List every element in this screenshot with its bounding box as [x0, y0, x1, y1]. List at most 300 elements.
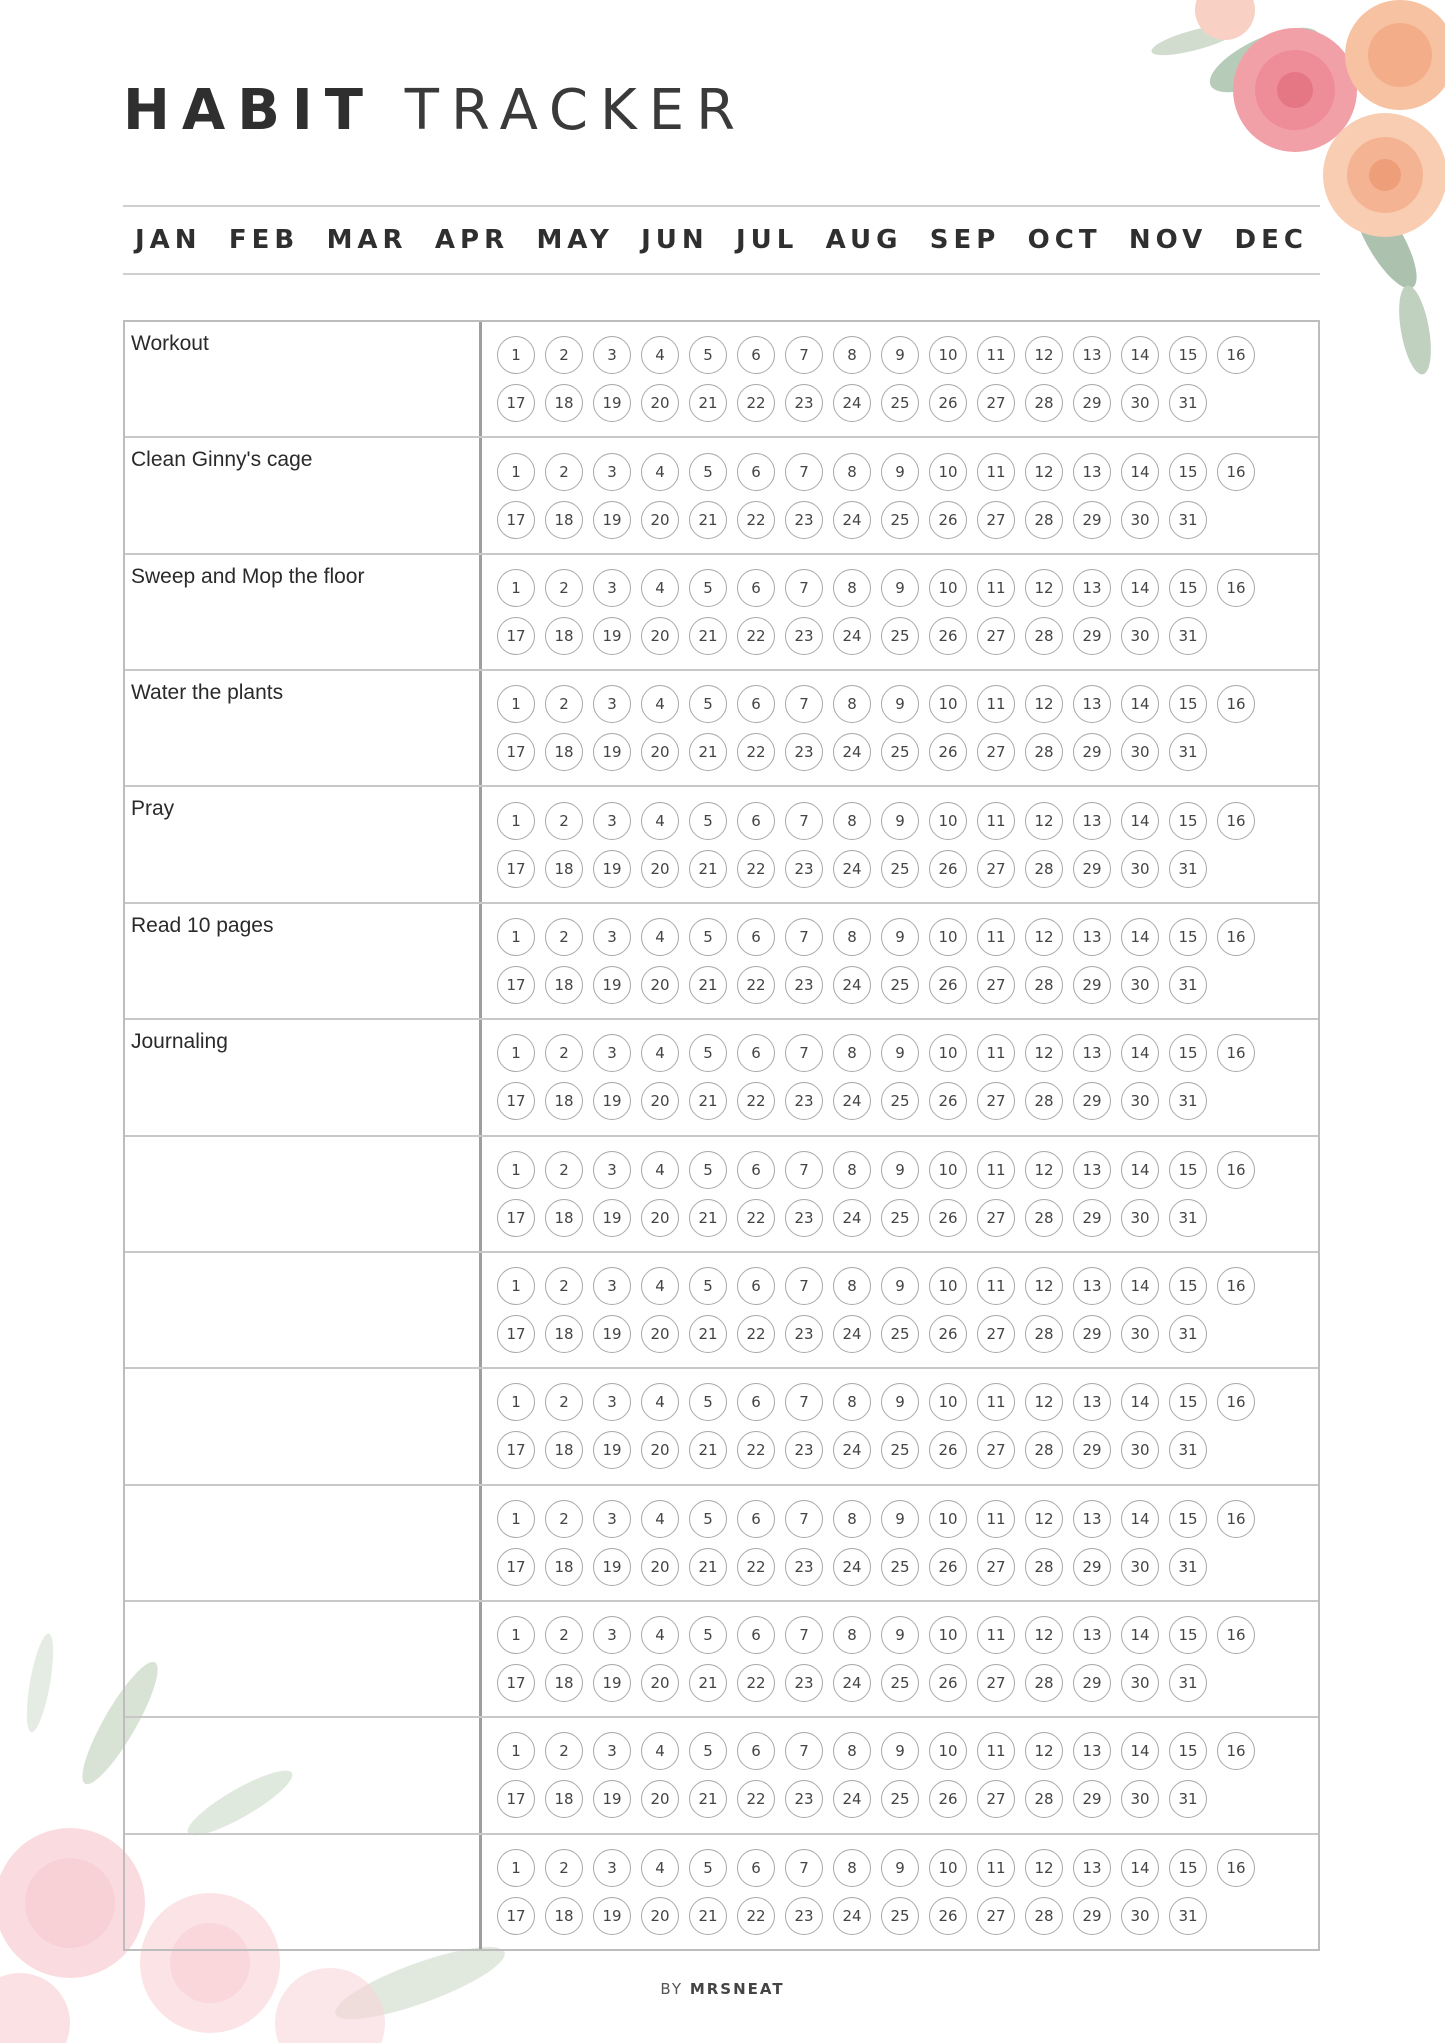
day-circle[interactable]: 2 [545, 1151, 583, 1189]
day-circle[interactable]: 12 [1025, 918, 1063, 956]
day-circle[interactable]: 14 [1121, 1616, 1159, 1654]
day-circle[interactable]: 10 [929, 453, 967, 491]
day-circle[interactable]: 8 [833, 685, 871, 723]
day-circle[interactable]: 23 [785, 501, 823, 539]
day-circle[interactable]: 16 [1217, 1151, 1255, 1189]
day-circle[interactable]: 1 [497, 1732, 535, 1770]
day-circle[interactable]: 3 [593, 1267, 631, 1305]
day-circle[interactable]: 27 [977, 1548, 1015, 1586]
day-circle[interactable]: 15 [1169, 802, 1207, 840]
day-circle[interactable]: 28 [1025, 1199, 1063, 1237]
day-circle[interactable]: 4 [641, 1151, 679, 1189]
day-circle[interactable]: 28 [1025, 1082, 1063, 1120]
day-circle[interactable]: 22 [737, 1664, 775, 1702]
day-circle[interactable]: 9 [881, 336, 919, 374]
month-nov[interactable]: NOV [1128, 225, 1208, 255]
month-dec[interactable]: DEC [1234, 225, 1308, 255]
day-circle[interactable]: 6 [737, 685, 775, 723]
habit-name-cell[interactable] [125, 787, 482, 901]
day-circle[interactable]: 1 [497, 1616, 535, 1654]
day-circle[interactable]: 28 [1025, 617, 1063, 655]
day-circle[interactable]: 7 [785, 802, 823, 840]
day-circle[interactable]: 6 [737, 453, 775, 491]
day-circle[interactable]: 18 [545, 1780, 583, 1818]
day-circle[interactable]: 30 [1121, 966, 1159, 1004]
habit-name-cell[interactable] [125, 1369, 482, 1483]
day-circle[interactable]: 30 [1121, 850, 1159, 888]
day-circle[interactable]: 11 [977, 918, 1015, 956]
day-circle[interactable]: 5 [689, 1383, 727, 1421]
day-circle[interactable]: 25 [881, 1780, 919, 1818]
day-circle[interactable]: 30 [1121, 1199, 1159, 1237]
day-circle[interactable]: 7 [785, 685, 823, 723]
day-circle[interactable]: 22 [737, 1548, 775, 1586]
day-circle[interactable]: 26 [929, 1082, 967, 1120]
day-circle[interactable]: 30 [1121, 1548, 1159, 1586]
day-circle[interactable]: 21 [689, 966, 727, 1004]
day-circle[interactable]: 16 [1217, 1034, 1255, 1072]
day-circle[interactable]: 21 [689, 617, 727, 655]
day-circle[interactable]: 31 [1169, 1315, 1207, 1353]
day-circle[interactable]: 21 [689, 1780, 727, 1818]
day-circle[interactable]: 16 [1217, 802, 1255, 840]
day-circle[interactable]: 7 [785, 1500, 823, 1538]
day-circle[interactable]: 6 [737, 1151, 775, 1189]
day-circle[interactable]: 14 [1121, 1383, 1159, 1421]
day-circle[interactable]: 29 [1073, 966, 1111, 1004]
habit-name-cell[interactable] [125, 1718, 482, 1832]
day-circle[interactable]: 9 [881, 1732, 919, 1770]
day-circle[interactable]: 6 [737, 918, 775, 956]
day-circle[interactable]: 12 [1025, 453, 1063, 491]
month-jul[interactable]: JUL [735, 225, 799, 255]
day-circle[interactable]: 1 [497, 1151, 535, 1189]
day-circle[interactable]: 19 [593, 1548, 631, 1586]
day-circle[interactable]: 25 [881, 501, 919, 539]
day-circle[interactable]: 7 [785, 1151, 823, 1189]
day-circle[interactable]: 23 [785, 1664, 823, 1702]
day-circle[interactable]: 29 [1073, 1082, 1111, 1120]
day-circle[interactable]: 21 [689, 1315, 727, 1353]
day-circle[interactable]: 8 [833, 918, 871, 956]
day-circle[interactable]: 29 [1073, 850, 1111, 888]
day-circle[interactable]: 17 [497, 617, 535, 655]
day-circle[interactable]: 9 [881, 453, 919, 491]
day-circle[interactable]: 11 [977, 1732, 1015, 1770]
day-circle[interactable]: 4 [641, 1732, 679, 1770]
day-circle[interactable]: 14 [1121, 1849, 1159, 1887]
day-circle[interactable]: 15 [1169, 918, 1207, 956]
day-circle[interactable]: 30 [1121, 1780, 1159, 1818]
day-circle[interactable]: 20 [641, 966, 679, 1004]
day-circle[interactable]: 30 [1121, 1431, 1159, 1469]
day-circle[interactable]: 8 [833, 1034, 871, 1072]
day-circle[interactable]: 20 [641, 1548, 679, 1586]
day-circle[interactable]: 30 [1121, 733, 1159, 771]
day-circle[interactable]: 11 [977, 1849, 1015, 1887]
day-circle[interactable]: 9 [881, 1151, 919, 1189]
day-circle[interactable]: 28 [1025, 501, 1063, 539]
day-circle[interactable]: 22 [737, 733, 775, 771]
day-circle[interactable]: 11 [977, 453, 1015, 491]
day-circle[interactable]: 7 [785, 336, 823, 374]
day-circle[interactable]: 29 [1073, 501, 1111, 539]
day-circle[interactable]: 20 [641, 1897, 679, 1935]
day-circle[interactable]: 23 [785, 1897, 823, 1935]
day-circle[interactable]: 24 [833, 1780, 871, 1818]
day-circle[interactable]: 27 [977, 850, 1015, 888]
day-circle[interactable]: 11 [977, 1267, 1015, 1305]
day-circle[interactable]: 10 [929, 1151, 967, 1189]
day-circle[interactable]: 13 [1073, 1732, 1111, 1770]
day-circle[interactable]: 12 [1025, 685, 1063, 723]
day-circle[interactable]: 18 [545, 384, 583, 422]
day-circle[interactable]: 25 [881, 1548, 919, 1586]
day-circle[interactable]: 17 [497, 733, 535, 771]
day-circle[interactable]: 15 [1169, 685, 1207, 723]
day-circle[interactable]: 4 [641, 1383, 679, 1421]
habit-name-cell[interactable] [125, 1253, 482, 1367]
day-circle[interactable]: 10 [929, 336, 967, 374]
day-circle[interactable]: 12 [1025, 1267, 1063, 1305]
day-circle[interactable]: 9 [881, 802, 919, 840]
day-circle[interactable]: 5 [689, 918, 727, 956]
day-circle[interactable]: 2 [545, 453, 583, 491]
day-circle[interactable]: 18 [545, 1897, 583, 1935]
day-circle[interactable]: 7 [785, 453, 823, 491]
day-circle[interactable]: 25 [881, 733, 919, 771]
day-circle[interactable]: 28 [1025, 384, 1063, 422]
day-circle[interactable]: 22 [737, 850, 775, 888]
day-circle[interactable]: 1 [497, 1034, 535, 1072]
day-circle[interactable]: 9 [881, 1383, 919, 1421]
day-circle[interactable]: 7 [785, 1616, 823, 1654]
day-circle[interactable]: 26 [929, 384, 967, 422]
day-circle[interactable]: 15 [1169, 569, 1207, 607]
day-circle[interactable]: 5 [689, 1267, 727, 1305]
day-circle[interactable]: 10 [929, 1383, 967, 1421]
day-circle[interactable]: 17 [497, 1664, 535, 1702]
day-circle[interactable]: 14 [1121, 569, 1159, 607]
day-circle[interactable]: 10 [929, 1616, 967, 1654]
day-circle[interactable]: 15 [1169, 1732, 1207, 1770]
day-circle[interactable]: 15 [1169, 336, 1207, 374]
day-circle[interactable]: 2 [545, 1732, 583, 1770]
day-circle[interactable]: 15 [1169, 1616, 1207, 1654]
day-circle[interactable]: 24 [833, 501, 871, 539]
day-circle[interactable]: 16 [1217, 1383, 1255, 1421]
day-circle[interactable]: 25 [881, 966, 919, 1004]
day-circle[interactable]: 24 [833, 617, 871, 655]
day-circle[interactable]: 10 [929, 1500, 967, 1538]
day-circle[interactable]: 17 [497, 501, 535, 539]
day-circle[interactable]: 31 [1169, 850, 1207, 888]
day-circle[interactable]: 11 [977, 802, 1015, 840]
day-circle[interactable]: 3 [593, 685, 631, 723]
day-circle[interactable]: 29 [1073, 1548, 1111, 1586]
day-circle[interactable]: 13 [1073, 1267, 1111, 1305]
day-circle[interactable]: 27 [977, 617, 1015, 655]
day-circle[interactable]: 24 [833, 1315, 871, 1353]
day-circle[interactable]: 12 [1025, 1500, 1063, 1538]
day-circle[interactable]: 16 [1217, 1616, 1255, 1654]
day-circle[interactable]: 31 [1169, 1199, 1207, 1237]
day-circle[interactable]: 14 [1121, 453, 1159, 491]
day-circle[interactable]: 20 [641, 733, 679, 771]
day-circle[interactable]: 26 [929, 966, 967, 1004]
day-circle[interactable]: 21 [689, 1199, 727, 1237]
day-circle[interactable]: 7 [785, 1849, 823, 1887]
day-circle[interactable]: 14 [1121, 1151, 1159, 1189]
day-circle[interactable]: 19 [593, 1897, 631, 1935]
day-circle[interactable]: 8 [833, 569, 871, 607]
day-circle[interactable]: 11 [977, 336, 1015, 374]
day-circle[interactable]: 4 [641, 569, 679, 607]
day-circle[interactable]: 26 [929, 617, 967, 655]
day-circle[interactable]: 30 [1121, 1664, 1159, 1702]
day-circle[interactable]: 4 [641, 336, 679, 374]
day-circle[interactable]: 10 [929, 569, 967, 607]
day-circle[interactable]: 19 [593, 617, 631, 655]
day-circle[interactable]: 10 [929, 1849, 967, 1887]
day-circle[interactable]: 8 [833, 1267, 871, 1305]
day-circle[interactable]: 16 [1217, 453, 1255, 491]
day-circle[interactable]: 19 [593, 1664, 631, 1702]
day-circle[interactable]: 17 [497, 1780, 535, 1818]
day-circle[interactable]: 5 [689, 1500, 727, 1538]
day-circle[interactable]: 3 [593, 802, 631, 840]
day-circle[interactable]: 18 [545, 966, 583, 1004]
day-circle[interactable]: 19 [593, 501, 631, 539]
day-circle[interactable]: 1 [497, 802, 535, 840]
day-circle[interactable]: 17 [497, 384, 535, 422]
day-circle[interactable]: 13 [1073, 453, 1111, 491]
day-circle[interactable]: 1 [497, 1267, 535, 1305]
day-circle[interactable]: 26 [929, 1780, 967, 1818]
day-circle[interactable]: 15 [1169, 1034, 1207, 1072]
day-circle[interactable]: 29 [1073, 1664, 1111, 1702]
day-circle[interactable]: 3 [593, 336, 631, 374]
day-circle[interactable]: 19 [593, 1780, 631, 1818]
day-circle[interactable]: 9 [881, 1267, 919, 1305]
day-circle[interactable]: 22 [737, 501, 775, 539]
day-circle[interactable]: 7 [785, 1267, 823, 1305]
day-circle[interactable]: 26 [929, 501, 967, 539]
day-circle[interactable]: 4 [641, 453, 679, 491]
day-circle[interactable]: 26 [929, 1315, 967, 1353]
day-circle[interactable]: 8 [833, 802, 871, 840]
day-circle[interactable]: 21 [689, 1664, 727, 1702]
habit-name-cell[interactable] [125, 904, 482, 1018]
day-circle[interactable]: 23 [785, 617, 823, 655]
day-circle[interactable]: 3 [593, 569, 631, 607]
day-circle[interactable]: 1 [497, 1383, 535, 1421]
day-circle[interactable]: 18 [545, 617, 583, 655]
day-circle[interactable]: 4 [641, 1500, 679, 1538]
day-circle[interactable]: 19 [593, 1431, 631, 1469]
day-circle[interactable]: 22 [737, 617, 775, 655]
day-circle[interactable]: 6 [737, 336, 775, 374]
day-circle[interactable]: 8 [833, 1616, 871, 1654]
day-circle[interactable]: 10 [929, 685, 967, 723]
day-circle[interactable]: 1 [497, 453, 535, 491]
day-circle[interactable]: 23 [785, 1431, 823, 1469]
day-circle[interactable]: 18 [545, 1199, 583, 1237]
day-circle[interactable]: 14 [1121, 1500, 1159, 1538]
day-circle[interactable]: 30 [1121, 1315, 1159, 1353]
day-circle[interactable]: 2 [545, 569, 583, 607]
day-circle[interactable]: 28 [1025, 1431, 1063, 1469]
day-circle[interactable]: 10 [929, 918, 967, 956]
day-circle[interactable]: 17 [497, 1199, 535, 1237]
day-circle[interactable]: 9 [881, 1500, 919, 1538]
day-circle[interactable]: 6 [737, 1849, 775, 1887]
day-circle[interactable]: 2 [545, 685, 583, 723]
day-circle[interactable]: 4 [641, 802, 679, 840]
day-circle[interactable]: 8 [833, 1151, 871, 1189]
day-circle[interactable]: 24 [833, 1082, 871, 1120]
day-circle[interactable]: 25 [881, 384, 919, 422]
day-circle[interactable]: 16 [1217, 569, 1255, 607]
day-circle[interactable]: 9 [881, 918, 919, 956]
day-circle[interactable]: 4 [641, 1267, 679, 1305]
day-circle[interactable]: 14 [1121, 1732, 1159, 1770]
habit-name-cell[interactable] [125, 438, 482, 552]
day-circle[interactable]: 27 [977, 1431, 1015, 1469]
day-circle[interactable]: 29 [1073, 1897, 1111, 1935]
day-circle[interactable]: 7 [785, 918, 823, 956]
day-circle[interactable]: 4 [641, 1849, 679, 1887]
day-circle[interactable]: 14 [1121, 1267, 1159, 1305]
day-circle[interactable]: 6 [737, 1500, 775, 1538]
day-circle[interactable]: 11 [977, 1151, 1015, 1189]
day-circle[interactable]: 21 [689, 384, 727, 422]
day-circle[interactable]: 1 [497, 336, 535, 374]
day-circle[interactable]: 11 [977, 1616, 1015, 1654]
month-feb[interactable]: FEB [228, 225, 300, 255]
day-circle[interactable]: 26 [929, 733, 967, 771]
habit-name-cell[interactable] [125, 1602, 482, 1716]
day-circle[interactable]: 6 [737, 1383, 775, 1421]
day-circle[interactable]: 17 [497, 1548, 535, 1586]
day-circle[interactable]: 13 [1073, 569, 1111, 607]
day-circle[interactable]: 23 [785, 1780, 823, 1818]
day-circle[interactable]: 28 [1025, 966, 1063, 1004]
day-circle[interactable]: 16 [1217, 1732, 1255, 1770]
day-circle[interactable]: 22 [737, 1780, 775, 1818]
day-circle[interactable]: 30 [1121, 501, 1159, 539]
day-circle[interactable]: 24 [833, 1897, 871, 1935]
day-circle[interactable]: 5 [689, 569, 727, 607]
day-circle[interactable]: 28 [1025, 850, 1063, 888]
day-circle[interactable]: 16 [1217, 1267, 1255, 1305]
day-circle[interactable]: 23 [785, 966, 823, 1004]
day-circle[interactable]: 13 [1073, 1500, 1111, 1538]
day-circle[interactable]: 3 [593, 1034, 631, 1072]
day-circle[interactable]: 5 [689, 336, 727, 374]
day-circle[interactable]: 20 [641, 1199, 679, 1237]
habit-name-cell[interactable] [125, 1020, 482, 1134]
day-circle[interactable]: 13 [1073, 1034, 1111, 1072]
day-circle[interactable]: 21 [689, 1431, 727, 1469]
day-circle[interactable]: 25 [881, 1082, 919, 1120]
day-circle[interactable]: 31 [1169, 1780, 1207, 1818]
day-circle[interactable]: 15 [1169, 1500, 1207, 1538]
day-circle[interactable]: 30 [1121, 1082, 1159, 1120]
day-circle[interactable]: 28 [1025, 733, 1063, 771]
day-circle[interactable]: 27 [977, 1082, 1015, 1120]
day-circle[interactable]: 23 [785, 1315, 823, 1353]
day-circle[interactable]: 16 [1217, 685, 1255, 723]
day-circle[interactable]: 18 [545, 1315, 583, 1353]
day-circle[interactable]: 2 [545, 1267, 583, 1305]
day-circle[interactable]: 24 [833, 1664, 871, 1702]
day-circle[interactable]: 25 [881, 1199, 919, 1237]
day-circle[interactable]: 12 [1025, 1616, 1063, 1654]
day-circle[interactable]: 22 [737, 1431, 775, 1469]
month-mar[interactable]: MAR [326, 225, 408, 255]
day-circle[interactable]: 3 [593, 1732, 631, 1770]
day-circle[interactable]: 31 [1169, 733, 1207, 771]
day-circle[interactable]: 19 [593, 1082, 631, 1120]
day-circle[interactable]: 20 [641, 1780, 679, 1818]
day-circle[interactable]: 25 [881, 850, 919, 888]
day-circle[interactable]: 10 [929, 1732, 967, 1770]
day-circle[interactable]: 25 [881, 1897, 919, 1935]
day-circle[interactable]: 25 [881, 617, 919, 655]
day-circle[interactable]: 31 [1169, 1664, 1207, 1702]
day-circle[interactable]: 19 [593, 1315, 631, 1353]
day-circle[interactable]: 16 [1217, 918, 1255, 956]
day-circle[interactable]: 5 [689, 802, 727, 840]
day-circle[interactable]: 4 [641, 918, 679, 956]
day-circle[interactable]: 24 [833, 966, 871, 1004]
day-circle[interactable]: 27 [977, 1199, 1015, 1237]
day-circle[interactable]: 25 [881, 1431, 919, 1469]
habit-name-cell[interactable] [125, 1137, 482, 1251]
day-circle[interactable]: 20 [641, 1431, 679, 1469]
day-circle[interactable]: 7 [785, 569, 823, 607]
day-circle[interactable]: 17 [497, 1082, 535, 1120]
day-circle[interactable]: 3 [593, 918, 631, 956]
day-circle[interactable]: 8 [833, 1849, 871, 1887]
day-circle[interactable]: 21 [689, 1548, 727, 1586]
day-circle[interactable]: 20 [641, 1315, 679, 1353]
day-circle[interactable]: 13 [1073, 336, 1111, 374]
day-circle[interactable]: 14 [1121, 802, 1159, 840]
day-circle[interactable]: 21 [689, 850, 727, 888]
month-apr[interactable]: APR [434, 225, 510, 255]
day-circle[interactable]: 7 [785, 1383, 823, 1421]
day-circle[interactable]: 2 [545, 918, 583, 956]
habit-name-cell[interactable] [125, 671, 482, 785]
day-circle[interactable]: 1 [497, 918, 535, 956]
day-circle[interactable]: 24 [833, 1548, 871, 1586]
day-circle[interactable]: 23 [785, 850, 823, 888]
day-circle[interactable]: 14 [1121, 918, 1159, 956]
day-circle[interactable]: 13 [1073, 1849, 1111, 1887]
day-circle[interactable]: 13 [1073, 1616, 1111, 1654]
day-circle[interactable]: 8 [833, 336, 871, 374]
day-circle[interactable]: 19 [593, 850, 631, 888]
day-circle[interactable]: 21 [689, 733, 727, 771]
day-circle[interactable]: 6 [737, 802, 775, 840]
day-circle[interactable]: 3 [593, 1383, 631, 1421]
day-circle[interactable]: 2 [545, 1616, 583, 1654]
day-circle[interactable]: 20 [641, 1664, 679, 1702]
day-circle[interactable]: 5 [689, 1732, 727, 1770]
day-circle[interactable]: 9 [881, 1034, 919, 1072]
